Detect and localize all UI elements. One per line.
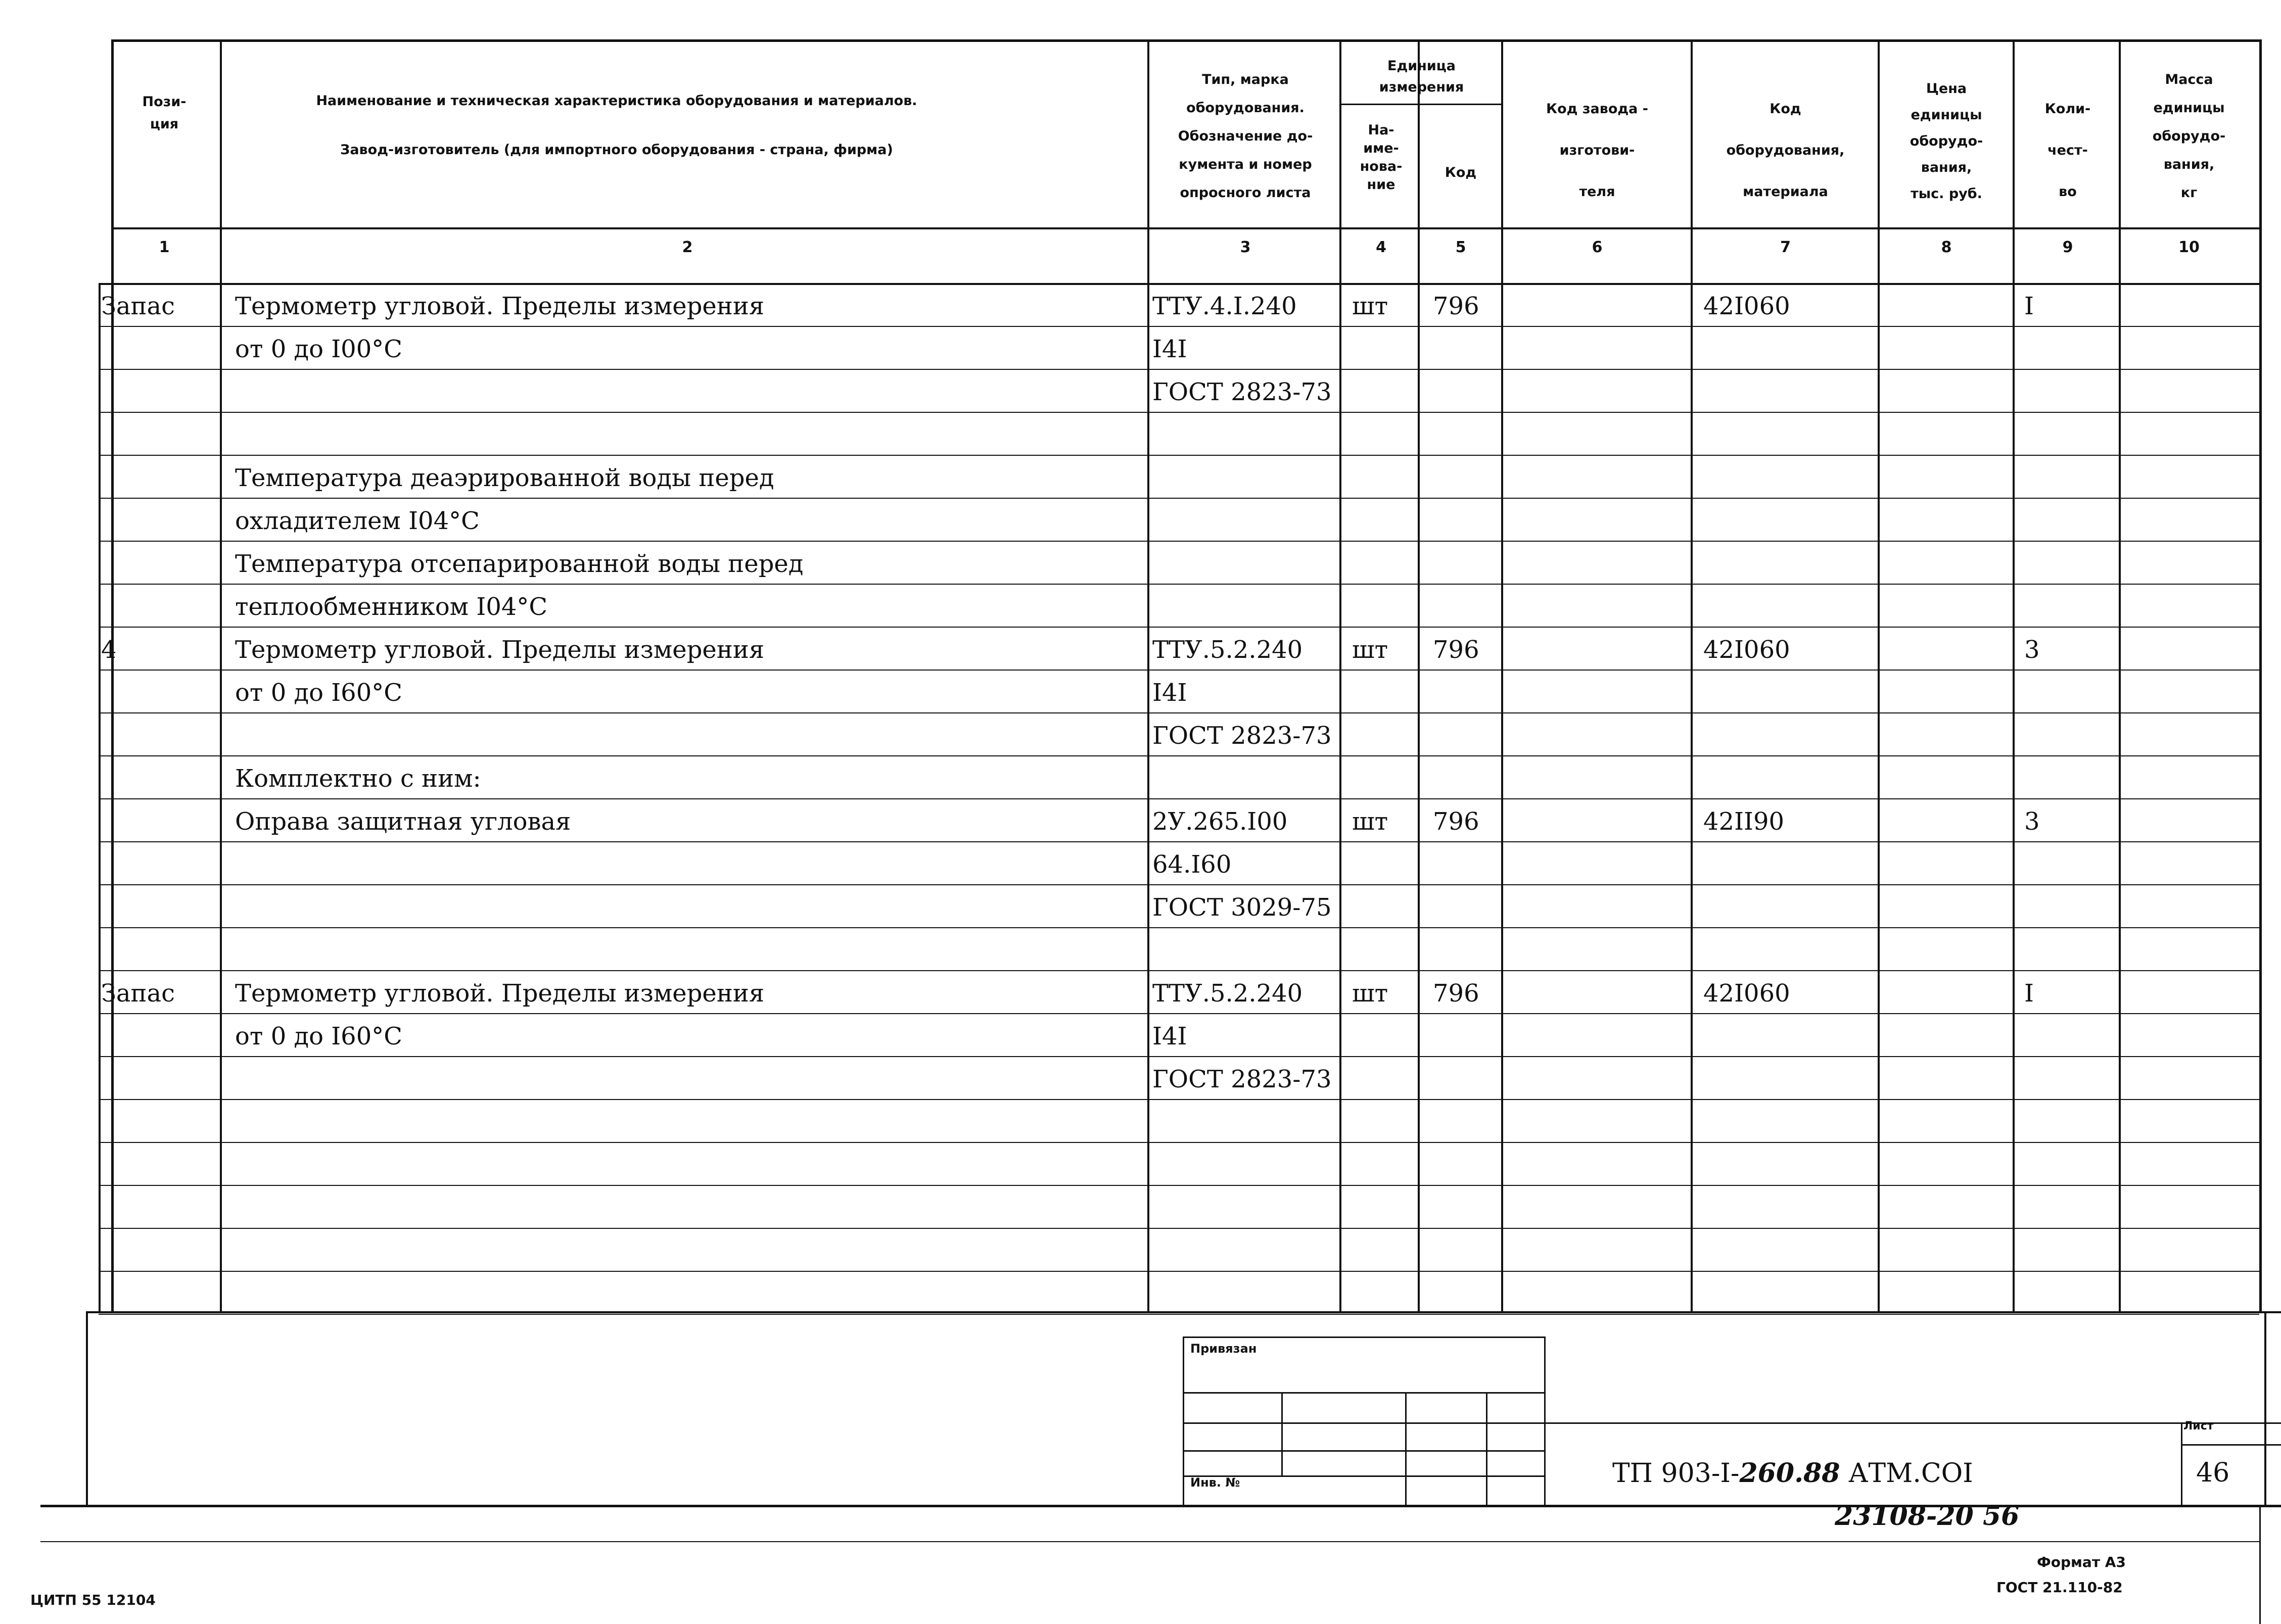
cell-quantity: І <box>2024 979 2034 1008</box>
column-rule-6 <box>1691 39 1693 1311</box>
gost-label: ГОСТ 21.110-82 <box>1996 1579 2123 1596</box>
header-bottom-rule <box>111 227 2259 229</box>
cell-equipment-code: 42І060 <box>1703 636 1790 664</box>
row-rule <box>99 1228 2259 1229</box>
frame-left-rule <box>86 1311 88 1505</box>
row-rule <box>99 927 2259 928</box>
document-designation <box>1612 1458 1973 1489</box>
cell-equipment-code: 42І060 <box>1703 979 1790 1008</box>
column-rule-5 <box>1501 39 1503 1311</box>
frame-corner <box>2259 1311 2281 1313</box>
cell-type: 2У.265.І00 <box>1152 807 1288 836</box>
cell-name: от 0 до І60°С <box>235 1022 402 1050</box>
row-rule <box>99 1056 2259 1057</box>
cell-quantity: 3 <box>2024 636 2040 664</box>
cell-equipment-code: 42І060 <box>1703 292 1790 320</box>
row-rule <box>99 455 2259 456</box>
col-number-1: 1 <box>159 238 170 256</box>
doc-handwritten-part: 260.88 <box>1739 1458 1840 1489</box>
column-rule-4 <box>1418 39 1420 1311</box>
cell-type: ТТУ.5.2.240 <box>1152 636 1303 664</box>
row-rule <box>99 798 2259 799</box>
col-number-4: 4 <box>1376 238 1386 256</box>
tb-rule <box>1183 1392 1544 1394</box>
column-rule-7 <box>1878 39 1880 1311</box>
row-rule <box>99 1271 2259 1272</box>
cell-name: Термометр угловой. Пределы измерения <box>235 979 765 1008</box>
tb-rule <box>1486 1392 1487 1505</box>
cell-unit: шт <box>1352 292 1388 320</box>
cell-type: І4І <box>1152 1022 1187 1050</box>
header-unit: Единица измерения <box>1379 58 1464 95</box>
header-type: Тип, марка оборудования. Обозначение до- кумента и номер опросного листа <box>1178 72 1313 201</box>
cell-name: Оправа защитная угловая <box>235 807 571 836</box>
cell-quantity: 3 <box>2024 807 2040 836</box>
frame-lower-rule <box>40 1541 2259 1542</box>
row-rule <box>99 627 2259 628</box>
header-quantity: Коли- чест- во <box>2044 101 2091 200</box>
header-equipment-code: Код оборудования, материала <box>1726 101 1845 200</box>
cell-type: ГОСТ 3029-75 <box>1152 893 1332 922</box>
header-factory-code: Код завода - изготови- теля <box>1546 101 1648 200</box>
row-rule <box>99 498 2259 499</box>
privyazan-label: Привязан <box>1190 1342 1257 1356</box>
col-number-9: 9 <box>2062 238 2073 256</box>
column-rule-9 <box>2119 39 2121 1311</box>
header-price: Цена единицы оборудо- вания, тыс. руб. <box>1910 81 1983 202</box>
row-rule <box>99 1142 2259 1143</box>
cell-type: ГОСТ 2823-73 <box>1152 722 1332 750</box>
cell-type: І4І <box>1152 679 1187 707</box>
cipher-label: ЦИТП 55 12104 <box>30 1592 156 1608</box>
row-rule <box>99 884 2259 885</box>
cell-quantity: І <box>2024 292 2034 320</box>
tb-rule <box>2181 1422 2182 1505</box>
cell-name: Комплектно с ним: <box>235 765 481 793</box>
column-rule-2 <box>1147 39 1149 1311</box>
cell-name: Температура деаэрированной воды перед <box>235 464 774 492</box>
row-rule <box>99 584 2259 585</box>
column-rule-0 <box>111 39 114 1311</box>
cell-type: ТТУ.4.І.240 <box>1152 292 1297 320</box>
frame-right-rule <box>2264 1311 2266 1505</box>
col-number-5: 5 <box>1455 238 1466 256</box>
cell-position: 4 <box>101 636 117 664</box>
cell-type: ТТУ.5.2.240 <box>1152 979 1303 1008</box>
tb-rule <box>1281 1392 1283 1475</box>
cell-name: Термометр угловой. Пределы измерения <box>235 636 765 664</box>
tb-rule <box>1183 1336 1184 1505</box>
cell-type: ГОСТ 2823-73 <box>1152 378 1332 406</box>
sheet-label: Лист <box>2183 1420 2214 1432</box>
row-rule <box>99 326 2259 327</box>
cell-unit-code: 796 <box>1433 807 1479 836</box>
table-top-border <box>111 39 2259 42</box>
inventory-number-label: Инв. № <box>1190 1475 1240 1490</box>
col-number-10: 10 <box>2178 238 2200 256</box>
col-number-8: 8 <box>1941 238 1952 256</box>
row-rule <box>99 541 2259 542</box>
tb-rule <box>1183 1422 1544 1424</box>
row-rule <box>99 1185 2259 1186</box>
sheet-number: 46 <box>2196 1458 2230 1488</box>
tb-rule <box>2181 1444 2281 1446</box>
cell-unit-code: 796 <box>1433 292 1479 320</box>
row-rule <box>99 970 2259 971</box>
cell-name: охладителем І04°С <box>235 507 480 535</box>
row-rule <box>99 1314 2259 1315</box>
header-mass: Масса единицы оборудо- вания, кг <box>2152 72 2226 201</box>
handwritten-archive-number: 23108-20 56 <box>1835 1501 2020 1532</box>
row-rule <box>99 755 2259 756</box>
frame-right-edge <box>2259 1505 2261 1624</box>
format-label: Формат А3 <box>2037 1554 2126 1570</box>
col-number-6: 6 <box>1592 238 1603 256</box>
row-rule <box>99 712 2259 713</box>
cell-position: Запас <box>101 292 175 320</box>
col-number-3: 3 <box>1240 238 1251 256</box>
row-rule <box>99 1013 2259 1014</box>
tb-rule <box>1183 1450 1544 1452</box>
cell-name: от 0 до І00°С <box>235 335 402 363</box>
tb-rule <box>1183 1336 1544 1338</box>
row-rule <box>99 841 2259 842</box>
col-number-2: 2 <box>682 238 693 256</box>
column-number-rule <box>99 283 2259 285</box>
cell-name: от 0 до І60°С <box>235 679 402 707</box>
tb-rule <box>1544 1336 1546 1505</box>
cell-equipment-code: 42ІІ90 <box>1703 807 1785 836</box>
tb-rule <box>1405 1392 1407 1505</box>
cell-unit-code: 796 <box>1433 979 1479 1008</box>
column-rule-8 <box>2013 39 2015 1311</box>
doc-suffix: АТМ.СОІ <box>1840 1458 1973 1489</box>
cell-name: Термометр угловой. Пределы измерения <box>235 292 765 320</box>
cell-type: 64.І60 <box>1152 850 1232 879</box>
column-rule-3 <box>1339 39 1341 1311</box>
cell-unit: шт <box>1352 636 1388 664</box>
unit-subheader-rule <box>1339 104 1501 105</box>
col-number-7: 7 <box>1780 238 1791 256</box>
cell-position: Запас <box>101 979 175 1008</box>
cell-type: ГОСТ 2823-73 <box>1152 1065 1332 1093</box>
row-rule <box>99 670 2259 671</box>
row-rule <box>99 1099 2259 1100</box>
header-unit-name: На- име- нова- ние <box>1360 122 1403 193</box>
doc-prefix: ТП 903-І- <box>1612 1458 1740 1489</box>
header-position: Пози- ция <box>142 94 187 132</box>
cell-name: теплообменником І04°С <box>235 593 548 621</box>
left-margin-rule <box>99 283 101 1311</box>
cell-name: Температура отсепарированной воды перед <box>235 550 804 578</box>
header-unit-code: Код <box>1445 165 1477 180</box>
header-manufacturer: Завод-изготовитель (для импортного оборудования - страна, фирма) <box>340 142 893 158</box>
column-rule-1 <box>220 39 222 1311</box>
row-rule <box>99 369 2259 370</box>
cell-type: І4І <box>1152 335 1187 363</box>
tb-rule <box>1544 1422 2281 1424</box>
header-name: Наименование и техническая характеристика оборудования и материалов. <box>316 93 917 109</box>
cell-unit-code: 796 <box>1433 636 1479 664</box>
frame-rule-top <box>86 1311 2281 1313</box>
cell-unit: шт <box>1352 979 1388 1008</box>
column-rule-10 <box>2259 39 2262 1311</box>
row-rule <box>99 412 2259 413</box>
cell-unit: шт <box>1352 807 1388 836</box>
